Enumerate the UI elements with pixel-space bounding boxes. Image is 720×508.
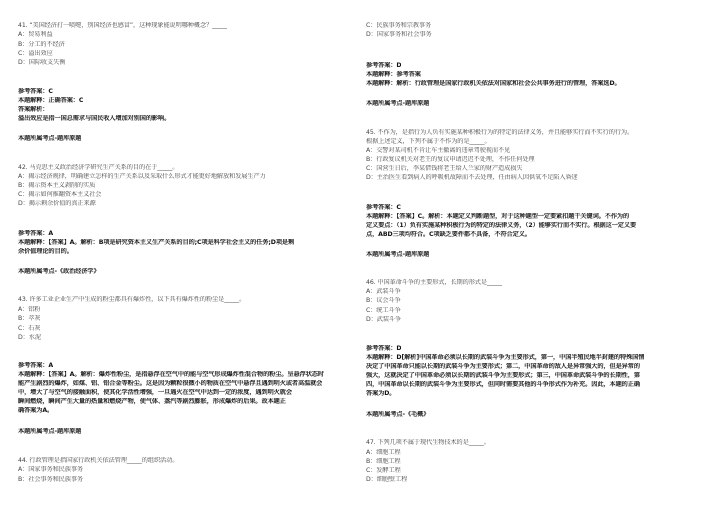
answer-text-line: 参考答案：A (18, 362, 54, 369)
answer-text-line: 本题所属考点-《政治经济学》 (18, 268, 100, 275)
question-text-line: D：主治医生看到病人的呼吸机故障而不去处理，任由病人因供氧不足陷入昏迷 (366, 174, 578, 181)
question-text-line: A：武装斗争 (366, 288, 401, 295)
answer-text-line: 本题解释：【答案】A。解析：B项是研究资本主义生产关系的目的;C项是科学社会主义的任务;D项是剩 (18, 239, 295, 246)
question-text-line: 42. 马克思主义政治经济学研究生产关系的目的在于_____。 (18, 164, 179, 171)
answer-text-line: 参考答案：C (18, 88, 53, 95)
answer-text-line: 本题所属考点-《毛概》 (366, 411, 430, 418)
answer-text-line: 答案为D。 (366, 390, 396, 397)
answer-text-line: 本题解释：解析：行政管理是国家行政机关依法对国家和社会公共事务进行的管理，答案选D。 (366, 80, 621, 87)
answer-text-line: 答案解析： (18, 106, 49, 113)
question-text-line: 根据上述定义，下列不属于不作为的是_____。 (366, 138, 491, 145)
question-text-line: B：揭示资本主义剥削的实质 (18, 182, 96, 189)
answer-text-line: 强大，这就决定了中国革命必须以长期的武装斗争为主要形式；第三，中国革命武装斗争的长期性，第 (366, 372, 640, 379)
answer-text-line: 点，ABD三项均符合。C项缺乏要件都不具备，不符合定义。 (366, 231, 531, 238)
question-text-line: C：溢出效应 (18, 50, 53, 57)
question-text-line: B：分工的不经济 (18, 41, 65, 48)
question-text-line: C：发酵工程 (366, 467, 401, 474)
answer-text-line: 中，增大了与空气的接触面积，使其化学活性增强，一旦遇火在空气中达到一定的浓度，遇到明火就会 (18, 389, 292, 396)
question-text-line: A：细胞工程 (366, 449, 401, 456)
answer-text-line: 溢出效应是指一国总需求与国民收入增加对别国的影响。 (18, 115, 171, 122)
question-text-line: D：揭示剩余价值的真正来源 (18, 200, 96, 207)
question-text-line: 46. 中国革命斗争的主要形式，长期的形式是_____ (366, 279, 502, 286)
answer-text-line: 本题所属考点-题库原题 (18, 428, 82, 435)
question-text-line: B：行政复议机关对老王的复议申请迟迟不处理，不作任何处理 (366, 156, 535, 163)
question-text-line: B：社会事务和民族事务 (18, 476, 84, 483)
question-text-line: 45. 不作为，是指行为人负有实施某种积极行为的特定的法律义务，并且能够实行而不实行的行为。 (366, 129, 634, 136)
answer-text-line: 本题解释：正确答案：C (18, 97, 84, 104)
question-text-line: C：国营生日后，李某借钱将老王给人兰家的财产造成损失 (366, 165, 523, 172)
answer-text-line: 本题解释：【答案】C。解析：本题定义判断题型，对于这种题型一定要紧扣题干关键词。不作为的 (366, 213, 630, 220)
question-text-line: A：揭示经济规律，明确建立怎样的生产关系以及采取什么形式才能更好地解放和发展生产力 (18, 173, 266, 180)
question-text-line: B：细胞工程 (366, 458, 401, 465)
answer-text-line: 确答案为A。 (18, 407, 54, 414)
question-text-line: D：武装斗争 (366, 316, 402, 323)
question-text-line: A：贸易利益 (18, 31, 53, 38)
answer-text-line: 本题解释：D[解析]中国革命必须以长期的武装斗争为主要形式，第一，中国半殖民地半封建的特殊国情 (366, 354, 645, 361)
answer-text-line: 本题所属考点-题库原题 (366, 100, 430, 107)
answer-text-line: 参考答案：A (18, 230, 54, 237)
question-text-line: 43. 许多工业企业生产中生成的粉尘都具有爆炸性，以下具有爆炸性的粉尘是_____。 (18, 296, 246, 303)
question-text-line: 44. 行政管理是指国家行政机关依法管理_____的组织活动。 (18, 457, 179, 464)
question-text-line: D：细胞壁工程 (366, 476, 408, 483)
question-text-line: D：水泥 (18, 334, 41, 341)
question-text-line: B：萃灰 (18, 315, 41, 322)
answer-text-line: 本题所属考点-题库原题 (366, 251, 430, 258)
question-text-line: B：议会斗争 (366, 297, 401, 304)
question-text-line: C：民族事务和宗教事务 (366, 22, 432, 29)
question-text-line: 41. “美国经济打一喷嚏，别国经济也感冒”，这种现象能说明哪种概念？_____ (18, 22, 228, 29)
question-text-line: C：石灰 (18, 325, 41, 332)
question-text-line: A：铝粉 (18, 306, 41, 313)
answer-text-line: 本题解释：【答案】A。解析：爆炸性粉尘，是指悬浮在空气中的能与空气形成爆炸性混合物的粉尘。呈悬浮状态时 (18, 371, 324, 378)
question-text-line: D：国际收支失衡 (18, 59, 66, 66)
answer-text-line: 本题所属考点-题库原题 (18, 135, 82, 142)
answer-text-line: 能产生剧烈的爆炸，如煤、铝、铝合金等粉尘。这是因为颗粒很微小的物质在空气中悬浮且遇到明火或者高温就会 (18, 380, 323, 387)
answer-text-line: 瞬间燃烧，瞬间产生大量的热量和燃烧产物，使气体、蒸汽等剧烈膨胀，形成爆炸的后果。故本题正 (18, 398, 286, 405)
answer-text-line: 余价值理论的目的。 (18, 248, 73, 255)
answer-text-line: 参考答案：D (366, 62, 402, 69)
question-text-line: C：揭示如何推翻资本主义社会 (18, 191, 102, 198)
question-text-line: D：国家事务和社会事务 (366, 31, 432, 38)
answer-text-line: 定义要点：（1）负有实施某种积极行为的特定的法律义务，（2）能够实行而不实行。根据这一定义要 (366, 222, 637, 229)
question-text-line: C：统工斗争 (366, 307, 401, 314)
answer-text-line: 参考答案：C (366, 204, 401, 211)
question-text-line: A：交警对某司机不肯让车主撤离的违章驾驶视而不见 (366, 147, 511, 154)
answer-text-line: 本题解释：参考答案 (366, 71, 421, 78)
question-text-line: A：国家事务和民族事务 (18, 466, 84, 473)
answer-text-line: 四，中国革命以长期的武装斗争为主要形式，但同时需要其他的斗争形式作为补充。因此，本题的正确 (366, 381, 640, 388)
question-text-line: 47. 下列几项不属于现代生物技术的是_____。 (366, 439, 490, 446)
answer-text-line: 决定了中国革命只能以长期的武装斗争为主要形式；第二，中国革命的敌人是异常强大的，但是异常的 (366, 363, 640, 370)
answer-text-line: 参考答案：D (366, 345, 402, 352)
